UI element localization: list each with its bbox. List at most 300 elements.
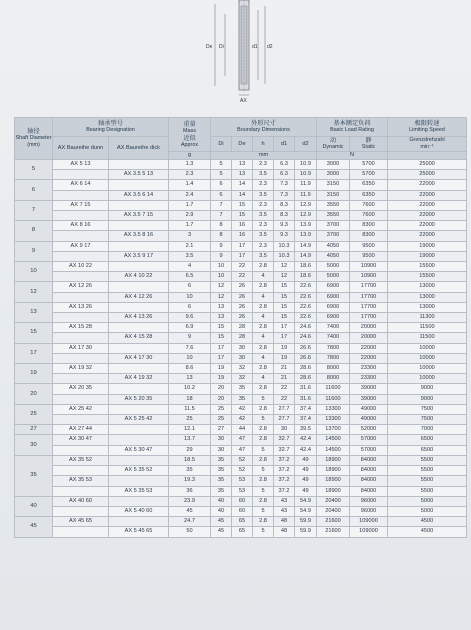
cell-thick: AX 3.5 9 17 <box>109 251 169 261</box>
cell-dyn: 13700 <box>317 425 350 435</box>
cell-Di: 9 <box>211 251 232 261</box>
cell-stat: 17700 <box>350 302 388 312</box>
cell-Di: 35 <box>211 455 232 465</box>
cell-stat: 84000 <box>350 466 388 476</box>
cell-d1: 48 <box>274 527 295 537</box>
cell-Di: 30 <box>211 435 232 445</box>
cell-h: 2.3 <box>253 241 274 251</box>
table-row <box>15 343 467 353</box>
cell-d1: 6.3 <box>274 170 295 180</box>
cell-mass: 1.3 <box>169 160 211 170</box>
cell-Di: 15 <box>211 333 232 343</box>
cell-speed: 10000 <box>388 353 467 363</box>
cell-mass: 19.3 <box>169 476 211 486</box>
cell-thick <box>109 180 169 190</box>
table-row <box>15 415 467 425</box>
cell-Di: 17 <box>211 353 232 363</box>
shaft-diameter-cell: 20 <box>15 384 53 404</box>
cell-d1: 27.7 <box>274 404 295 414</box>
cell-thin <box>53 231 109 241</box>
cell-d1: 10.3 <box>274 251 295 261</box>
cell-stat: 22000 <box>350 343 388 353</box>
cell-dyn: 3700 <box>317 231 350 241</box>
cell-d1: 21 <box>274 364 295 374</box>
cell-De: 22 <box>232 272 253 282</box>
header-shaft-diameter: 轴径 Shaft Diameter (mm) <box>15 118 53 160</box>
table-row <box>15 180 467 190</box>
cell-d2: 49 <box>295 455 317 465</box>
cell-speed: 10000 <box>388 364 467 374</box>
cell-stat: 8300 <box>350 221 388 231</box>
cell-stat: 9500 <box>350 241 388 251</box>
cell-d1: 32.7 <box>274 445 295 455</box>
cell-Di: 5 <box>211 160 232 170</box>
cell-d2: 37.4 <box>295 404 317 414</box>
cell-thick <box>109 384 169 394</box>
header-basic-load-rating: 基本额定负荷 Basic Load Rating <box>317 118 388 137</box>
cell-dyn: 3550 <box>317 200 350 210</box>
cell-thick: AX 5 45 65 <box>109 527 169 537</box>
table-row <box>15 374 467 384</box>
cell-d2: 13.9 <box>295 231 317 241</box>
cell-mass: 36 <box>169 486 211 496</box>
cell-thin: AX 15 28 <box>53 323 109 333</box>
cell-speed: 5500 <box>388 455 467 465</box>
cell-thick <box>109 364 169 374</box>
cell-thin: AX 7 15 <box>53 200 109 210</box>
table-row <box>15 160 467 170</box>
table-row <box>15 231 467 241</box>
cell-stat: 20000 <box>350 323 388 333</box>
cell-stat: 49000 <box>350 404 388 414</box>
cell-speed: 19000 <box>388 241 467 251</box>
cell-d1: 15 <box>274 313 295 323</box>
cell-speed: 9000 <box>388 384 467 394</box>
cell-h: 4 <box>253 313 274 323</box>
cell-dyn: 3700 <box>317 221 350 231</box>
header-grenzdrehzahl: Grenzdrehzahl min⁻¹ <box>388 137 467 152</box>
cell-d2: 31.6 <box>295 384 317 394</box>
cell-De: 14 <box>232 180 253 190</box>
cell-stat: 7600 <box>350 211 388 221</box>
cell-thick <box>109 262 169 272</box>
cell-mass: 9 <box>169 333 211 343</box>
cell-speed: 22000 <box>388 231 467 241</box>
header-bearing-designation: 轴承型号 Bearing Designation <box>53 118 169 137</box>
header-limiting-speed: 极限转速 Limiting Speed <box>388 118 467 137</box>
cell-mass: 8.6 <box>169 364 211 374</box>
cell-stat: 6350 <box>350 190 388 200</box>
cell-Di: 7 <box>211 200 232 210</box>
cell-stat: 17700 <box>350 292 388 302</box>
cell-dyn: 7800 <box>317 353 350 363</box>
cell-d1: 12 <box>274 262 295 272</box>
table-row <box>15 262 467 272</box>
cell-mass: 10 <box>169 353 211 363</box>
cell-speed: 10000 <box>388 343 467 353</box>
cell-mass: 2.1 <box>169 241 211 251</box>
table-row <box>15 384 467 394</box>
cell-thin: AX 8 16 <box>53 221 109 231</box>
cell-thick: AX 3.5 5 13 <box>109 170 169 180</box>
bearing-spec-table <box>14 117 467 538</box>
cell-De: 65 <box>232 527 253 537</box>
table-row <box>15 323 467 333</box>
label-De: De <box>206 44 213 50</box>
cell-De: 17 <box>232 251 253 261</box>
cell-dyn: 18900 <box>317 455 350 465</box>
cell-d2: 49 <box>295 476 317 486</box>
cell-stat: 5700 <box>350 160 388 170</box>
header-boundary-dimensions: 外形尺寸 Boundary Dimensions <box>211 118 317 137</box>
cell-h: 4 <box>253 374 274 384</box>
cell-De: 14 <box>232 190 253 200</box>
cell-dyn: 13300 <box>317 415 350 425</box>
cell-stat: 23300 <box>350 364 388 374</box>
cell-thin: AX 9 17 <box>53 241 109 251</box>
cell-h: 2.3 <box>253 200 274 210</box>
bearing-cross-section-diagram <box>195 0 285 105</box>
cell-d2: 14.9 <box>295 241 317 251</box>
cell-d1: 15 <box>274 302 295 312</box>
cell-speed: 25000 <box>388 170 467 180</box>
cell-De: 44 <box>232 425 253 435</box>
cell-mass: 6 <box>169 302 211 312</box>
cell-Di: 19 <box>211 374 232 384</box>
cell-dyn: 20400 <box>317 506 350 516</box>
cell-mass: 3.5 <box>169 251 211 261</box>
cell-De: 53 <box>232 476 253 486</box>
cell-thick: AX 4 15 28 <box>109 333 169 343</box>
cell-stat: 6350 <box>350 180 388 190</box>
cell-Di: 35 <box>211 486 232 496</box>
cell-speed: 15500 <box>388 262 467 272</box>
cell-speed: 7500 <box>388 415 467 425</box>
cell-h: 3.5 <box>253 231 274 241</box>
cell-thin: AX 35 52 <box>53 455 109 465</box>
cell-mass: 12.1 <box>169 425 211 435</box>
cell-dyn: 3150 <box>317 180 350 190</box>
table-row <box>15 292 467 302</box>
cell-d1: 17 <box>274 323 295 333</box>
cell-thin: AX 5 13 <box>53 160 109 170</box>
cell-thin <box>53 170 109 180</box>
table-row <box>15 394 467 404</box>
cell-Di: 40 <box>211 506 232 516</box>
cell-h: 2.8 <box>253 364 274 374</box>
cell-Di: 6 <box>211 180 232 190</box>
cell-De: 35 <box>232 384 253 394</box>
label-Di: Di <box>219 44 224 50</box>
header-dim-d1: d1 <box>274 137 295 152</box>
cell-d2: 59.9 <box>295 527 317 537</box>
cell-d1: 43 <box>274 506 295 516</box>
cell-dyn: 6900 <box>317 302 350 312</box>
shaft-diameter-cell: 45 <box>15 517 53 537</box>
cell-dyn: 11600 <box>317 394 350 404</box>
cell-dyn: 13300 <box>317 404 350 414</box>
cell-Di: 17 <box>211 343 232 353</box>
cell-mass: 10.2 <box>169 384 211 394</box>
cell-thin: AX 19 32 <box>53 364 109 374</box>
cell-mass: 23.9 <box>169 496 211 506</box>
cell-thin <box>53 486 109 496</box>
cell-thick: AX 3.5 7 15 <box>109 211 169 221</box>
cell-mass: 9.6 <box>169 313 211 323</box>
cell-thick <box>109 404 169 414</box>
cell-speed: 7000 <box>388 425 467 435</box>
cell-Di: 45 <box>211 527 232 537</box>
cell-Di: 6 <box>211 190 232 200</box>
cell-dyn: 6900 <box>317 282 350 292</box>
cell-dyn: 3550 <box>317 211 350 221</box>
table-row <box>15 353 467 363</box>
cell-d2: 37.4 <box>295 415 317 425</box>
cell-thin <box>53 374 109 384</box>
cell-h: 5 <box>253 466 274 476</box>
cell-d1: 32.7 <box>274 435 295 445</box>
header-mass: 重量 Mass 近似 Approx <box>169 118 211 152</box>
cell-Di: 7 <box>211 211 232 221</box>
cell-De: 30 <box>232 343 253 353</box>
cell-De: 32 <box>232 364 253 374</box>
cell-d2: 42.4 <box>295 435 317 445</box>
cell-d2: 14.9 <box>295 251 317 261</box>
label-AX: AX <box>240 98 247 104</box>
cell-speed: 5500 <box>388 466 467 476</box>
cell-stat: 10900 <box>350 272 388 282</box>
cell-dyn: 4050 <box>317 251 350 261</box>
cell-speed: 22000 <box>388 221 467 231</box>
cell-d1: 15 <box>274 292 295 302</box>
cell-d2: 26.6 <box>295 353 317 363</box>
cell-h: 5 <box>253 415 274 425</box>
cell-thick <box>109 282 169 292</box>
cell-thin <box>53 333 109 343</box>
cell-mass: 13 <box>169 374 211 384</box>
cell-d2: 28.6 <box>295 374 317 384</box>
cell-d1: 30 <box>274 425 295 435</box>
cell-speed: 5500 <box>388 486 467 496</box>
cell-d2: 12.9 <box>295 200 317 210</box>
cell-d2: 13.9 <box>295 221 317 231</box>
cell-speed: 10000 <box>388 374 467 384</box>
cell-h: 2.8 <box>253 404 274 414</box>
cell-dyn: 14500 <box>317 435 350 445</box>
cell-d2: 12.9 <box>295 211 317 221</box>
shaft-diameter-cell: 17 <box>15 343 53 363</box>
cell-h: 5 <box>253 506 274 516</box>
cell-speed: 7500 <box>388 404 467 414</box>
cell-mass: 1.7 <box>169 221 211 231</box>
cell-De: 32 <box>232 374 253 384</box>
cell-d1: 37.2 <box>274 486 295 496</box>
cell-thin <box>53 353 109 363</box>
cell-d1: 9.3 <box>274 231 295 241</box>
shaft-diameter-cell: 35 <box>15 455 53 496</box>
cell-De: 47 <box>232 435 253 445</box>
cell-De: 15 <box>232 211 253 221</box>
cell-Di: 12 <box>211 282 232 292</box>
cell-thick: AX 4 13 26 <box>109 313 169 323</box>
cell-thick <box>109 343 169 353</box>
cell-mass: 7.6 <box>169 343 211 353</box>
cell-stat: 5700 <box>350 170 388 180</box>
cell-thick: AX 4 19 32 <box>109 374 169 384</box>
cell-mass: 4 <box>169 262 211 272</box>
header-dim-Di: Di <box>211 137 232 152</box>
cell-dyn: 7800 <box>317 343 350 353</box>
cell-speed: 19000 <box>388 251 467 261</box>
cell-thin <box>53 415 109 425</box>
cell-h: 2.8 <box>253 496 274 506</box>
cell-dyn: 18900 <box>317 476 350 486</box>
header-dynamic: 动 Dynamic <box>317 137 350 152</box>
cell-dyn: 7400 <box>317 323 350 333</box>
cell-De: 26 <box>232 302 253 312</box>
cell-stat: 9500 <box>350 251 388 261</box>
cell-mass: 11.5 <box>169 404 211 414</box>
cell-d2: 26.6 <box>295 343 317 353</box>
cell-De: 17 <box>232 241 253 251</box>
table-row <box>15 496 467 506</box>
table-row <box>15 251 467 261</box>
cell-speed: 22000 <box>388 200 467 210</box>
cell-thin <box>53 466 109 476</box>
cell-thick <box>109 496 169 506</box>
cell-mass: 6.5 <box>169 272 211 282</box>
shaft-diameter-cell: 7 <box>15 200 53 220</box>
table-row <box>15 517 467 527</box>
cell-dyn: 6900 <box>317 292 350 302</box>
cell-stat: 84000 <box>350 486 388 496</box>
unit-dimensions: mm <box>211 152 317 160</box>
cell-thin: AX 17 30 <box>53 343 109 353</box>
cell-h: 5 <box>253 527 274 537</box>
cell-h: 5 <box>253 486 274 496</box>
cell-stat: 84000 <box>350 476 388 486</box>
unit-mass: g <box>169 152 211 160</box>
table-row <box>15 506 467 516</box>
cell-d1: 22 <box>274 394 295 404</box>
cell-h: 2.8 <box>253 455 274 465</box>
cell-h: 2.8 <box>253 282 274 292</box>
cell-d1: 7.3 <box>274 190 295 200</box>
cell-thin <box>53 251 109 261</box>
cell-mass: 25 <box>169 415 211 425</box>
cell-De: 28 <box>232 323 253 333</box>
cell-d1: 22 <box>274 384 295 394</box>
cell-d1: 19 <box>274 343 295 353</box>
cell-thick: AX 4 10 22 <box>109 272 169 282</box>
shaft-diameter-cell: 8 <box>15 221 53 241</box>
cell-thick <box>109 200 169 210</box>
cell-mass: 6.9 <box>169 323 211 333</box>
cell-thin <box>53 394 109 404</box>
cell-Di: 35 <box>211 466 232 476</box>
cell-Di: 15 <box>211 323 232 333</box>
cell-stat: 10900 <box>350 262 388 272</box>
cell-d1: 17 <box>274 333 295 343</box>
cell-thick: AX 5 20 35 <box>109 394 169 404</box>
cell-h: 3.5 <box>253 211 274 221</box>
cell-d2: 54.9 <box>295 506 317 516</box>
table-row <box>15 425 467 435</box>
cell-stat: 52000 <box>350 425 388 435</box>
header-dim-d2: d2 <box>295 137 317 152</box>
cell-thin: AX 10 22 <box>53 262 109 272</box>
bearing-drawing <box>195 0 285 105</box>
cell-thick <box>109 435 169 445</box>
cell-h: 2.8 <box>253 425 274 435</box>
cell-d1: 27.7 <box>274 415 295 425</box>
cell-Di: 25 <box>211 415 232 425</box>
table-header <box>15 118 467 160</box>
header-ax-dunn: AX Baureihe dunn <box>53 137 109 160</box>
cell-stat: 20000 <box>350 333 388 343</box>
cell-thick: AX 4 12 26 <box>109 292 169 302</box>
cell-mass: 10 <box>169 292 211 302</box>
cell-Di: 27 <box>211 425 232 435</box>
cell-dyn: 21600 <box>317 527 350 537</box>
cell-Di: 20 <box>211 394 232 404</box>
cell-De: 35 <box>232 394 253 404</box>
cell-Di: 35 <box>211 476 232 486</box>
cell-stat: 22000 <box>350 353 388 363</box>
cell-speed: 11300 <box>388 313 467 323</box>
cell-dyn: 18900 <box>317 466 350 476</box>
cell-thick <box>109 302 169 312</box>
cell-speed: 6500 <box>388 445 467 455</box>
cell-mass: 13.7 <box>169 435 211 445</box>
cell-thick: AX 3.5 8 16 <box>109 231 169 241</box>
cell-stat: 96000 <box>350 496 388 506</box>
cell-mass: 6 <box>169 282 211 292</box>
cell-Di: 12 <box>211 292 232 302</box>
cell-d1: 8.3 <box>274 211 295 221</box>
table-row <box>15 282 467 292</box>
cell-Di: 19 <box>211 364 232 374</box>
cell-stat: 109000 <box>350 527 388 537</box>
cell-Di: 25 <box>211 404 232 414</box>
cell-d1: 15 <box>274 282 295 292</box>
cell-Di: 9 <box>211 241 232 251</box>
cell-thick: AX 5 40 60 <box>109 506 169 516</box>
cell-stat: 57000 <box>350 435 388 445</box>
cell-dyn: 11600 <box>317 384 350 394</box>
table-row <box>15 241 467 251</box>
cell-thick: AX 5 25 42 <box>109 415 169 425</box>
cell-Di: 10 <box>211 262 232 272</box>
cell-h: 2.3 <box>253 160 274 170</box>
table-row <box>15 445 467 455</box>
cell-d1: 8.3 <box>274 200 295 210</box>
cell-stat: 7600 <box>350 200 388 210</box>
table-row <box>15 333 467 343</box>
cell-speed: 6500 <box>388 435 467 445</box>
cell-thin: AX 40 60 <box>53 496 109 506</box>
cell-stat: 96000 <box>350 506 388 516</box>
cell-speed: 22000 <box>388 190 467 200</box>
cell-thick: AX 5 35 53 <box>109 486 169 496</box>
cell-h: 2.8 <box>253 262 274 272</box>
cell-d2: 11.9 <box>295 190 317 200</box>
shaft-diameter-cell: 25 <box>15 404 53 424</box>
cell-Di: 45 <box>211 517 232 527</box>
cell-mass: 45 <box>169 506 211 516</box>
header-ax-dick: AX Baureihe dick <box>109 137 169 160</box>
cell-speed: 5500 <box>388 476 467 486</box>
